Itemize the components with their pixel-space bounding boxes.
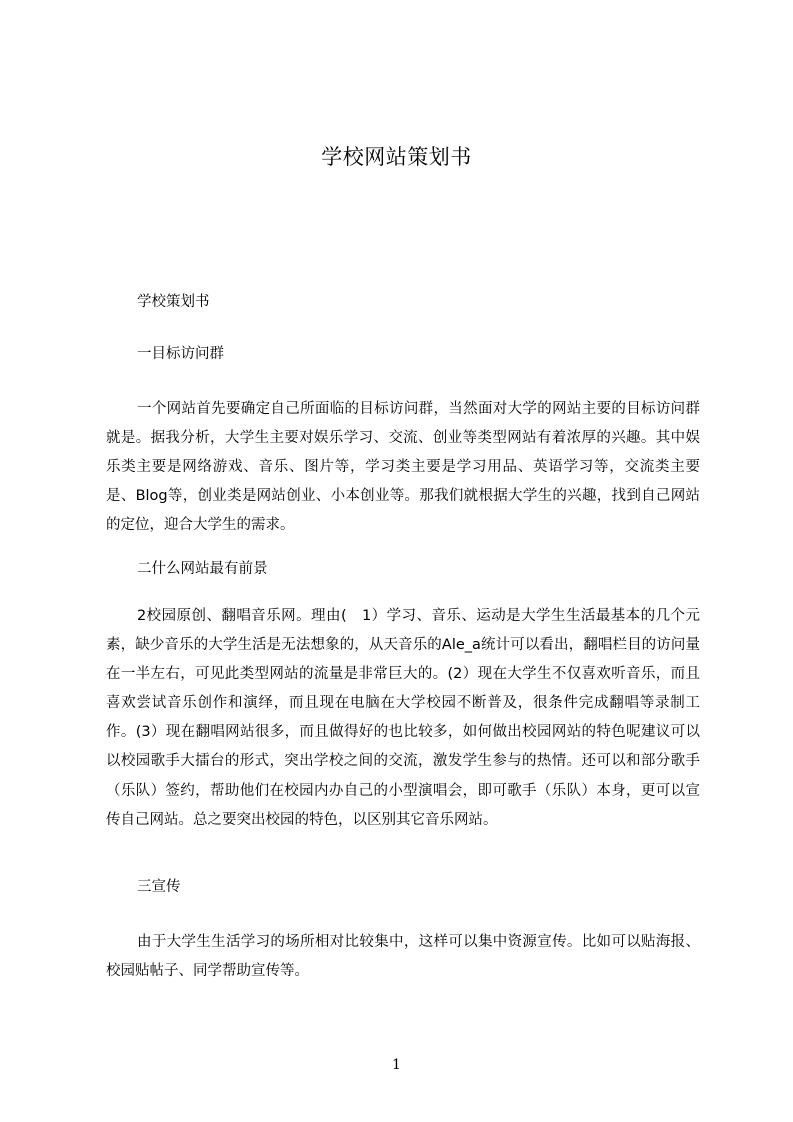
section-paragraph-promotion: 由于大学生生活学习的场所相对比较集中，这样可以集中资源宣传。比如可以贴海报、校园贴帖子、同学帮助宣传等。: [106, 934, 700, 980]
section-paragraph-promising-websites: 2校园原创、翻唱音乐网。理由( 1）学习、音乐、运动是大学生生活最基本的几个元素，缺少音乐的大学生活是无法想象的，从天音乐的Ale_a统计可以看出，翻唱栏目的访问量在一半左右，可见此类型网站的流量是非常巨大的。(2）现在大学生不仅喜欢听音乐，而且喜欢尝试音乐创作和演绎，而且现在电脑在大学校园不断普及，很条件完成翻唱等录制工作。(3）现在翻唱网站很多，而且做得好的也比较多，如何做出校园网站的特色呢建议可以以校园歌手大擂台的形式，突出学校之间的交流，激发学生参与的热情。还可以和部分歌手（乐队）签约，帮助他们在校园内办自己的小型演唱会，即可歌手（乐队）本身，更可以宣传自己网站。总之要突出校园的特色，以区别其它音乐网站。: [106, 608, 700, 828]
section-paragraph-target-audience: 一个网站首先要确定自己所面临的目标访问群，当然面对大学的网站主要的目标访问群就是。据我分析，大学生主要对娱乐学习、交流、创业等类型网站有着浓厚的兴趣。其中娱乐类主要是网络游戏、音乐、图片等，学习类主要是学习用品、英语学习等，交流类主要是、Blog等，创业类是网站创业、小本创业等。那我们就根据大学生的兴趣，找到自己网站的定位，迎合大学生的需求。: [106, 401, 700, 534]
section-heading-promotion: 三宣传: [137, 879, 181, 895]
section-heading-promising-websites: 二什么网站最有前景: [137, 561, 268, 577]
page-number: 1: [392, 1057, 401, 1073]
document-subtitle: 学校策划书: [137, 294, 210, 310]
section-heading-target-audience: 一目标访问群: [137, 346, 224, 362]
document-title: 学校网站策划书: [321, 145, 472, 169]
